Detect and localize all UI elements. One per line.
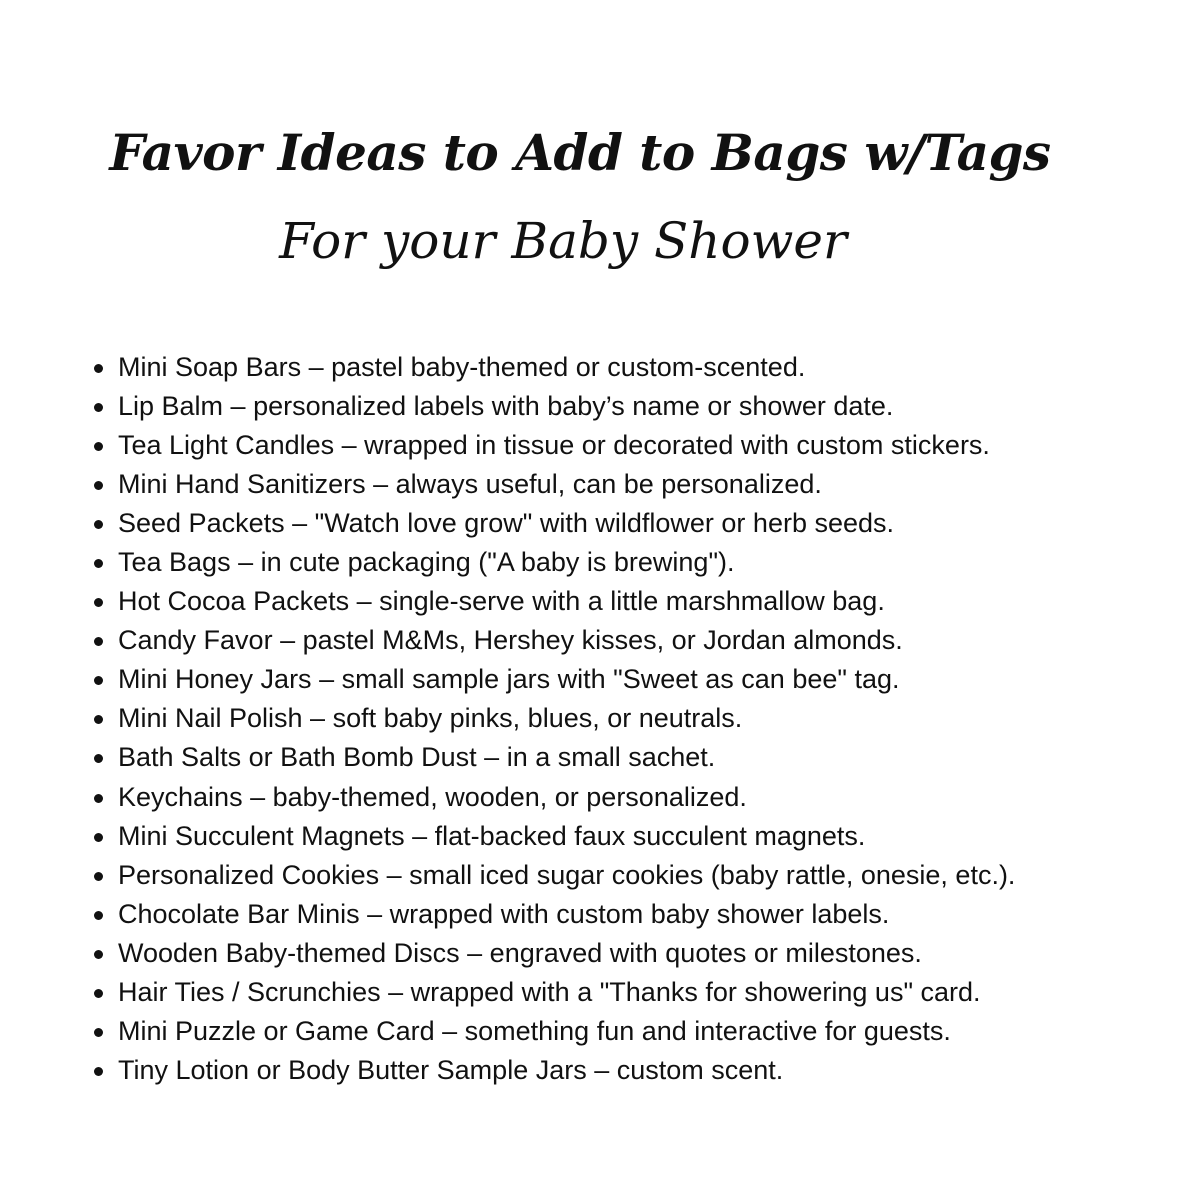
- list-item: [118, 895, 1188, 934]
- list-item-text: Keychains – baby-themed, wooden, or personalized.: [118, 781, 747, 812]
- list-item: [118, 1051, 1188, 1090]
- bullet-icon: [94, 872, 103, 881]
- bullet-icon: [94, 1028, 103, 1037]
- list-item-text: Lip Balm – personalized labels with baby’s name or shower date.: [118, 391, 894, 422]
- list-item: [118, 699, 1188, 738]
- bullet-icon: [94, 676, 103, 685]
- list-item-text: Mini Puzzle or Game Card – something fun and interactive for guests.: [118, 1015, 951, 1046]
- bullet-icon: [94, 794, 103, 803]
- bullet-icon: [94, 442, 103, 451]
- list-item-text: Tea Bags – in cute packaging ("A baby is brewing").: [118, 547, 735, 578]
- list-item: [118, 426, 1188, 465]
- list-item: [118, 348, 1188, 387]
- bullet-icon: [94, 481, 103, 490]
- list-item-text: Wooden Baby-themed Discs – engraved with quotes or milestones.: [118, 937, 922, 968]
- list-item: [118, 621, 1188, 660]
- list-item: [118, 465, 1188, 504]
- favor-ideas-list: [118, 348, 1188, 1090]
- list-item-text: Tiny Lotion or Body Butter Sample Jars – custom scent.: [118, 1054, 784, 1085]
- list-item-text: Hair Ties / Scrunchies – wrapped with a "Thanks for showering us" card.: [118, 976, 981, 1007]
- bullet-icon: [94, 403, 103, 412]
- bullet-icon: [94, 1067, 103, 1076]
- list-item: [118, 504, 1188, 543]
- list-item-text: Seed Packets – "Watch love grow" with wildflower or herb seeds.: [118, 508, 895, 539]
- list-item: [118, 543, 1188, 582]
- list-item-text: Tea Light Candles – wrapped in tissue or decorated with custom stickers.: [118, 430, 990, 461]
- bullet-icon: [94, 364, 103, 373]
- list-item: [118, 778, 1188, 817]
- list-item: [118, 738, 1188, 777]
- list-item-text: Mini Honey Jars – small sample jars with "Sweet as can bee" tag.: [118, 664, 900, 695]
- list-item-text: Chocolate Bar Minis – wrapped with custom baby shower labels.: [118, 898, 890, 929]
- page-subtitle: For your Baby Shower: [279, 212, 847, 270]
- bullet-icon: [94, 911, 103, 920]
- list-item-text: Mini Hand Sanitizers – always useful, can be personalized.: [118, 469, 822, 500]
- bullet-icon: [94, 715, 103, 724]
- list-item-text: Mini Nail Polish – soft baby pinks, blues, or neutrals.: [118, 703, 743, 734]
- bullet-icon: [94, 637, 103, 646]
- list-item-text: Mini Soap Bars – pastel baby-themed or custom-scented.: [118, 352, 806, 382]
- list-item: [118, 973, 1188, 1012]
- page-title: Favor Ideas to Add to Bags w/Tags: [109, 123, 1051, 182]
- list-item: [118, 387, 1188, 426]
- list-item: [118, 1012, 1188, 1051]
- list-item: [118, 856, 1188, 895]
- bullet-icon: [94, 950, 103, 959]
- bullet-icon: [94, 520, 103, 529]
- list-item: [118, 934, 1188, 973]
- bullet-icon: [94, 754, 103, 763]
- bullet-icon: [94, 989, 103, 998]
- bullet-icon: [94, 598, 103, 607]
- list-item: [118, 817, 1188, 856]
- bullet-icon: [94, 833, 103, 842]
- list-item-text: Personalized Cookies – small iced sugar cookies (baby rattle, onesie, etc.).: [118, 859, 1016, 890]
- list-item: [118, 582, 1188, 621]
- list-item-text: Candy Favor – pastel M&Ms, Hershey kisses, or Jordan almonds.: [118, 625, 903, 656]
- list-item-text: Bath Salts or Bath Bomb Dust – in a small sachet.: [118, 742, 716, 773]
- list-item-text: Mini Succulent Magnets – flat-backed faux succulent magnets.: [118, 820, 866, 851]
- list-item-text: Hot Cocoa Packets – single-serve with a little marshmallow bag.: [118, 586, 885, 617]
- bullet-icon: [94, 559, 103, 568]
- list-item: [118, 660, 1188, 699]
